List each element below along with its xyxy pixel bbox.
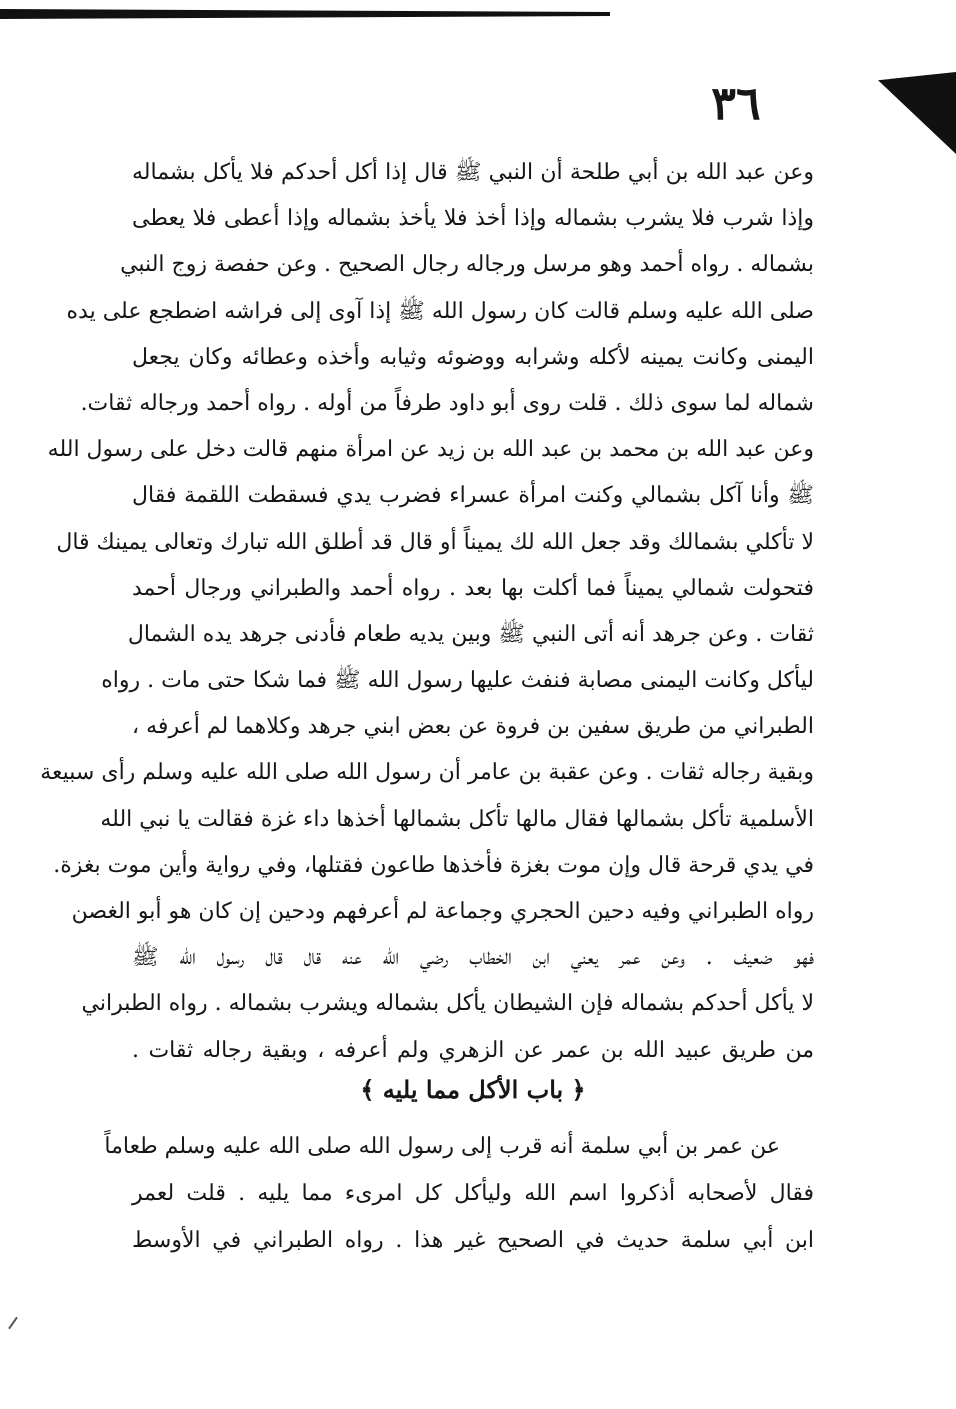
text-line: وبقية رجاله ثقات . وعن عقبة بن عامر أن رسول الله صلى الله عليه وسلم رأى سبيعة — [40, 760, 814, 786]
text-line: صلى الله عليه وسلم قالت كان رسول الله ﷺ إذا آوى إلى فراشه اضطجع على يده — [66, 298, 814, 324]
margin-scratch-mark — [8, 1317, 18, 1330]
text-line: في يدي قرحة قال وإن موت بغزة فأخذها طاعون فقتلها، وفي رواية وأين موت بغزة. — [53, 852, 814, 878]
text-line: ﷺ وأنا آكل بشمالي وكنت امرأة عسراء فضرب يدي فسقطت اللقمة فقال — [132, 483, 814, 509]
text-line: وإذا شرب فلا يشرب بشماله وإذا أخذ فلا يأخذ بشماله وإذا أعطى فلا يعطى — [132, 206, 814, 232]
top-rule — [0, 9, 610, 19]
text-line: فتحولت شمالي يميناً فما أكلت بها بعد . رواه أحمد والطبراني ورجال أحمد — [132, 575, 814, 601]
text-line: من طريق عبيد الله بن عمر عن الزهري ولم أعرفه ، وبقية رجاله ثقات . — [132, 1037, 814, 1063]
text-line: فهو ضعيف . وعن عمر يعني ابن الخطاب رضي الله عنه قال قال رسول الله ﷺ — [132, 945, 814, 971]
text-line: وعن عبد الله بن محمد بن عبد الله بن زيد عن امرأة منهم قالت دخل على رسول الله — [47, 437, 814, 463]
text-line: فقال لأصحابه أذكروا اسم الله وليأكل كل امرىء مما يليه . قلت لعمر — [132, 1181, 814, 1206]
text-line: الطبراني من طريق سفين بن فروة عن بعض ابني جرهد وكلاهما لم أعرفه ، — [132, 714, 814, 740]
text-line: رواه الطبراني وفيه دحين الحجري وجماعة لم أعرفهم ودحين إن كان هو أبو الغصن — [71, 899, 814, 924]
text-line: ليأكل وكانت اليمنى مصابة فنفث عليها رسول الله ﷺ فما شكا حتى مات . رواه — [101, 668, 814, 694]
text-line: ثقات . وعن جرهد أنه أتى النبي ﷺ وبين يديه طعام فأدنى جرهد يده الشمال — [127, 621, 814, 647]
text-line: شماله لما سوى ذلك . قلت روى أبو داود طرفاً من أوله . رواه أحمد ورجاله ثقات. — [80, 390, 814, 416]
text-line: ابن أبي سلمة حديث في الصحيح غير هذا . رواه الطبراني في الأوسط — [132, 1228, 814, 1253]
text-line: بشماله . رواه أحمد وهو مرسل ورجاله رجال الصحيح . وعن حفصة زوج النبي — [120, 252, 814, 278]
text-line: وعن عبد الله بن أبي طلحة أن النبي ﷺ قال إذا أكل أحدكم فلا يأكل بشماله — [132, 160, 814, 185]
section-heading: ﴿ باب الأكل مما يليه ﴾ — [360, 1075, 586, 1104]
page-number: ٣٦ — [711, 76, 761, 130]
hadith-text-block — [40, 150, 814, 1074]
corner-wedge-mark — [878, 72, 956, 154]
text-line: الأسلمية تأكل بشمالها فقال مالها تأكل بشمالها أخذها داء غزة فقالت يا نبي الله — [100, 806, 814, 832]
text-line: لا يأكل أحدكم بشماله فإن الشيطان يأكل بشماله ويشرب بشماله . رواه الطبراني — [81, 991, 814, 1017]
text-line: لا تأكلي بشمالك وقد جعل الله لك يميناً أو قال قد أطلق الله تبارك وتعالى يمينك قال — [56, 529, 814, 555]
section-text-block — [104, 1123, 814, 1264]
text-line: اليمنى وكانت يمينه لأكله وشرابه ووضوئه وثيابه وأخذه وعطائه وكان يجعل — [132, 344, 814, 370]
text-line: عن عمر بن أبي سلمة أنه قرب إلى رسول الله صلى الله عليه وسلم طعاماً — [104, 1134, 780, 1159]
